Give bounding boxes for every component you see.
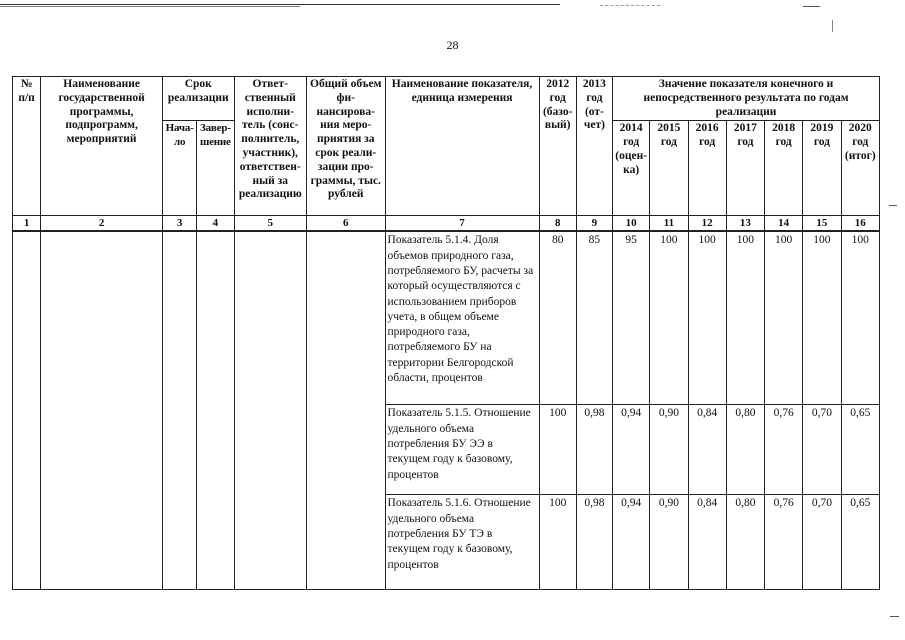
value-2018: 100: [765, 231, 803, 405]
value-2014: 0,94: [613, 495, 650, 590]
value-2013: 0,98: [576, 405, 612, 495]
value-2014: 0,94: [613, 405, 650, 495]
value-2020: 0,65: [841, 405, 879, 495]
value-2016: 0,84: [688, 495, 726, 590]
column-number: 6: [306, 216, 385, 232]
header-number: № п/п: [13, 77, 41, 216]
cell-responsible: [234, 231, 306, 590]
margin-mark: [889, 205, 897, 206]
column-number: 13: [726, 216, 764, 232]
table-row: [13, 231, 880, 405]
header-2020: 2020 год (итог): [841, 121, 879, 216]
value-2012: 100: [539, 495, 576, 590]
value-2020: 100: [841, 231, 879, 405]
header-2015: 2015 год: [650, 121, 688, 216]
value-2019: 0,70: [803, 495, 841, 590]
header-responsible: Ответ-ственный исполни-тель (сонс-полнитель, участник), ответствен-ный за реализацию: [234, 77, 306, 216]
value-2015: 0,90: [650, 405, 688, 495]
header-2016: 2016 год: [688, 121, 726, 216]
value-2012: 80: [539, 231, 576, 405]
top-rule: [0, 4, 560, 5]
value-2017: 0,80: [726, 495, 764, 590]
header-2019: 2019 год: [803, 121, 841, 216]
indicator-name: Показатель 5.1.5. Отношение удельного объема потребления БУ ЭЭ в текущем году к базовому, процентов: [385, 405, 539, 495]
column-number: 9: [576, 216, 612, 232]
value-2018: 0,76: [765, 495, 803, 590]
value-2017: 0,80: [726, 405, 764, 495]
indicator-name: Показатель 5.1.4. Доля объемов природного газа, потребляемого БУ, расчеты за который осуществляются с использованием приборов учета, в общем объеме природного газа, потребляемого БУ на территории Белгородской области, процентов: [385, 231, 539, 405]
header-2013: 2013 год (от-чет): [576, 77, 612, 216]
header-period: Срок реализации: [163, 77, 234, 121]
header-values-group: Значение показателя конечного и непосредственного результата по годам реализации: [613, 77, 880, 121]
scan-tick: [832, 20, 833, 32]
column-number: 7: [385, 216, 539, 232]
column-number: 10: [613, 216, 650, 232]
value-2018: 0,76: [765, 405, 803, 495]
value-2019: 0,70: [803, 405, 841, 495]
column-number: 11: [650, 216, 688, 232]
column-number: 14: [765, 216, 803, 232]
value-2016: 0,84: [688, 405, 726, 495]
cell-number: [13, 231, 41, 590]
cell-funding: [306, 231, 385, 590]
header-indicator-name: Наименование показателя, единица измерения: [385, 77, 539, 216]
column-number: 16: [841, 216, 879, 232]
header-2012: 2012 год (базо-вый): [539, 77, 576, 216]
value-2017: 100: [726, 231, 764, 405]
header-end: Завер-шение: [197, 121, 234, 216]
header-funding: Общий объем фи-нансирова-ния меро-приятия за срок реали-зации про-граммы, тыс. рублей: [306, 77, 385, 216]
header-2014: 2014 год (оцен-ка): [613, 121, 650, 216]
value-2014: 95: [613, 231, 650, 405]
column-number: 8: [539, 216, 576, 232]
column-number: 4: [197, 216, 234, 232]
cell-end: [197, 231, 234, 590]
cell-program: [41, 231, 163, 590]
margin-mark: [890, 616, 899, 617]
value-2019: 100: [803, 231, 841, 405]
column-number: 15: [803, 216, 841, 232]
top-dash-mark: [600, 5, 660, 6]
column-number: 2: [41, 216, 163, 232]
column-number: 3: [163, 216, 197, 232]
header-program-name: Наименование государственной программы, подпрограмм, мероприятий: [41, 77, 163, 216]
value-2013: 0,98: [576, 495, 612, 590]
value-2015: 0,90: [650, 495, 688, 590]
page-number: 28: [446, 38, 459, 52]
header-2018: 2018 год: [765, 121, 803, 216]
column-number-row: [13, 216, 880, 232]
top-right-mark: [803, 6, 820, 7]
value-2020: 0,65: [841, 495, 879, 590]
header-start: Нача-ло: [163, 121, 197, 216]
header-2017: 2017 год: [726, 121, 764, 216]
value-2012: 100: [539, 405, 576, 495]
top-rule-secondary: [0, 6, 300, 7]
indicator-table: [12, 76, 880, 590]
indicator-name: Показатель 5.1.6. Отношение удельного объема потребления БУ ТЭ в текущем году к базовому, процентов: [385, 495, 539, 590]
value-2015: 100: [650, 231, 688, 405]
value-2013: 85: [576, 231, 612, 405]
column-number: 5: [234, 216, 306, 232]
value-2016: 100: [688, 231, 726, 405]
column-number: 1: [13, 216, 41, 232]
cell-start: [163, 231, 197, 590]
column-number: 12: [688, 216, 726, 232]
